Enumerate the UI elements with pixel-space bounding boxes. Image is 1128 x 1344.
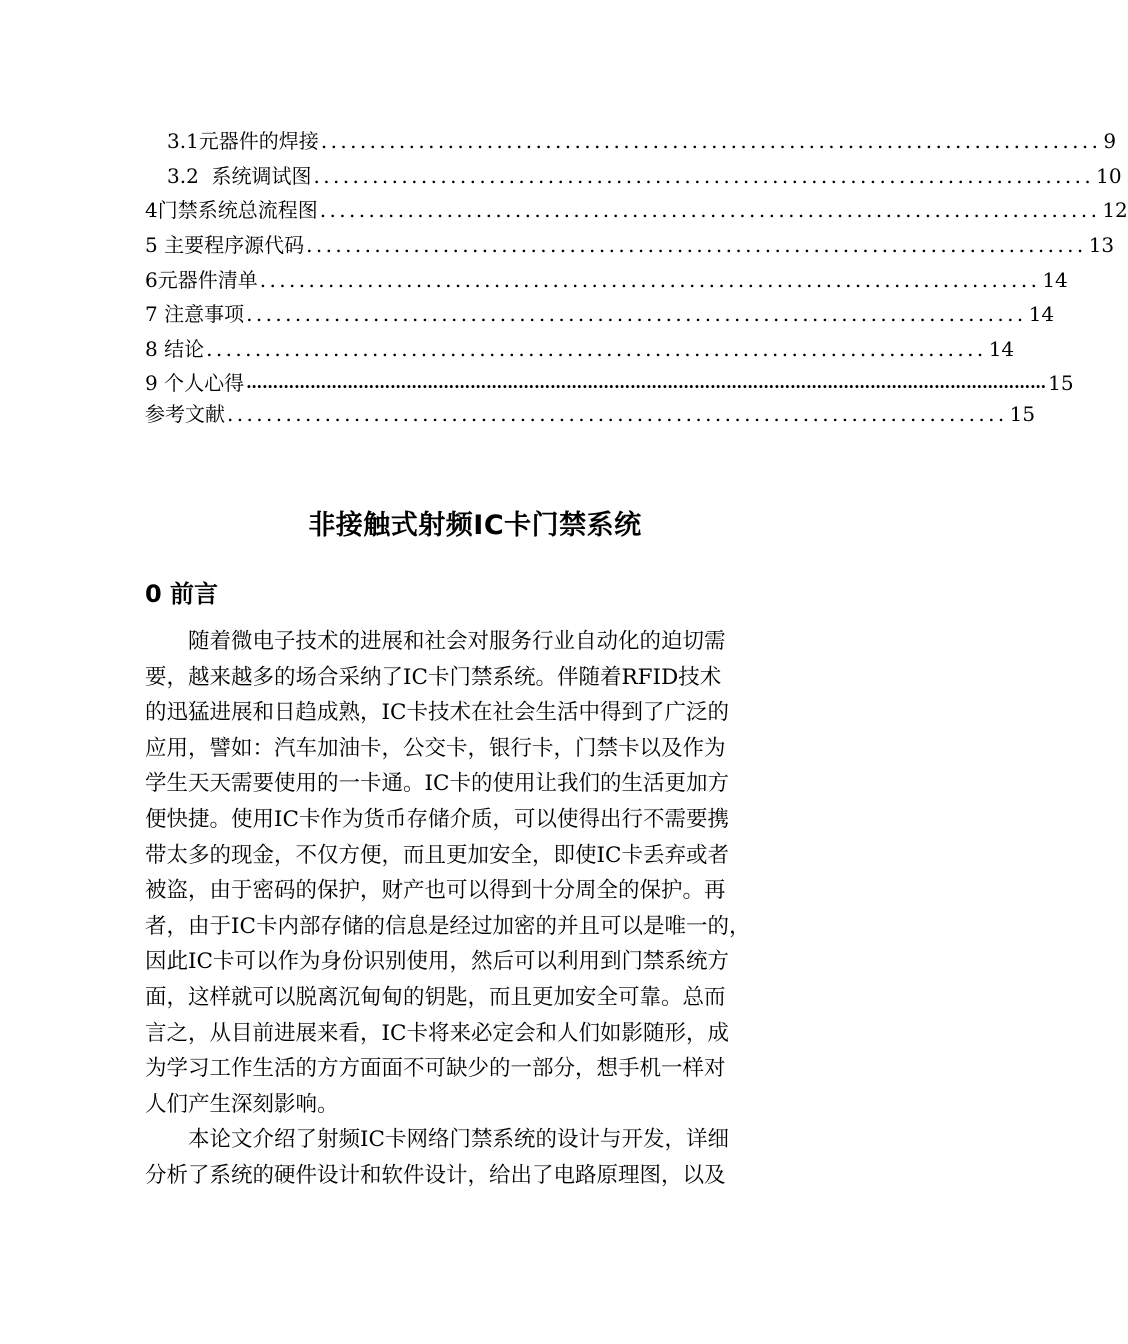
- toc-leader-dots: ................................................................................: [246, 302, 1027, 327]
- toc-entry-label: 3.1元器件的焊接: [167, 129, 319, 154]
- paragraph-line: 便快捷。使用IC卡作为货币存储介质，可以使得出行不需要携: [145, 806, 729, 832]
- toc-entry[interactable]: [145, 366, 1074, 401]
- toc-entry[interactable]: [145, 193, 1128, 228]
- toc-leader-dots: ................................................................................: [306, 233, 1087, 258]
- paragraph-line: 随着微电子技术的进展和社会对服务行业自动化的迫切需: [188, 629, 726, 654]
- toc-leader-dots: ……………………………………………………………………………………………………………………………………: [246, 373, 1047, 393]
- paragraph-line: 面，这样就可以脱离沉甸甸的钥匙，而且更加安全可靠。总而: [145, 984, 726, 1010]
- toc-entry[interactable]: [145, 159, 1122, 194]
- body-text: [145, 624, 813, 1194]
- toc-entry[interactable]: [145, 262, 1068, 297]
- toc-entry-label: 3.2 系统调试图: [167, 163, 312, 188]
- toc-entry-label: 9 个人心得: [145, 371, 245, 396]
- toc-entry-page: 14: [1028, 302, 1055, 327]
- toc-leader-dots: ................................................................................: [206, 336, 987, 361]
- paragraph-line: 为学习工作生活的方方面面不可缺少的一部分，想手机一样对: [145, 1056, 726, 1082]
- paragraph-line: 学生天天需要使用的一卡通。IC卡的使用让我们的生活更加方: [145, 771, 729, 797]
- paragraph-line: 应用，譬如：汽车加油卡，公交卡，银行卡，门禁卡以及作为: [145, 735, 726, 761]
- paragraph-line: 带太多的现金，不仅方便，而且更加安全，即使IC卡丢弃或者: [145, 842, 729, 868]
- toc-entry-label: 5 主要程序源代码: [145, 233, 305, 258]
- toc-entry-page: 15: [1048, 371, 1074, 396]
- section-heading: 0 前言: [145, 580, 219, 608]
- paragraph-line: 本论文介绍了射频IC卡网络门禁系统的设计与开发，详细: [188, 1127, 729, 1153]
- toc-entry-label: 7 注意事项: [145, 302, 245, 327]
- paragraph-line: 者，由于IC卡内部存储的信息是经过加密的并且可以是唯一的，: [145, 913, 751, 939]
- paragraph-line: 的迅猛进展和日趋成熟，IC卡技术在社会生活中得到了广泛的: [145, 700, 729, 726]
- toc-entry[interactable]: [145, 401, 1036, 427]
- paragraph-line: 因此IC卡可以作为身份识别使用，然后可以利用到门禁系统方: [145, 949, 729, 975]
- toc-entry-label: 6元器件清单: [145, 267, 258, 292]
- toc-entry-page: 13: [1088, 233, 1115, 258]
- toc-entry[interactable]: [145, 297, 1055, 332]
- toc-entry-page: 14: [1042, 267, 1068, 292]
- toc-entry-label: 参考文献: [145, 401, 225, 426]
- toc-entry-page: 9: [1103, 129, 1117, 154]
- toc-entry-label: 4门禁系统总流程图: [145, 198, 318, 223]
- paragraph-line: 言之，从目前进展来看，IC卡将来必定会和人们如影随形，成: [145, 1020, 729, 1046]
- toc-entry-page: 12: [1102, 198, 1128, 223]
- toc-entry-page: 14: [988, 336, 1015, 361]
- paragraph-line: 人们产生深刻影响。: [145, 1091, 339, 1117]
- toc-leader-dots: ................................................................................: [320, 129, 1102, 154]
- document-title: 非接触式射频IC卡门禁系统: [308, 510, 642, 541]
- paragraph-line: 被盗，由于密码的保护，财产也可以得到十分周全的保护。再: [145, 878, 726, 904]
- toc-entry[interactable]: [145, 228, 1115, 263]
- paragraph-line: 分析了系统的硬件设计和软件设计，给出了电路原理图，以及: [145, 1162, 726, 1188]
- toc-leader-dots: ................................................................................: [227, 401, 1008, 426]
- toc-entry[interactable]: [145, 124, 1117, 159]
- toc-leader-dots: ................................................................................: [259, 267, 1041, 292]
- toc-entry[interactable]: [145, 332, 1015, 367]
- toc-entry-page: 15: [1009, 401, 1036, 426]
- toc-entry-page: 10: [1096, 163, 1122, 188]
- paragraph-line: 要，越来越多的场合采纳了IC卡门禁系统。伴随着RFID技术: [145, 664, 722, 690]
- toc-entry-label: 8 结论: [145, 336, 205, 361]
- table-of-contents: [145, 124, 1128, 427]
- toc-leader-dots: ................................................................................: [313, 163, 1095, 188]
- toc-leader-dots: ................................................................................: [319, 198, 1101, 223]
